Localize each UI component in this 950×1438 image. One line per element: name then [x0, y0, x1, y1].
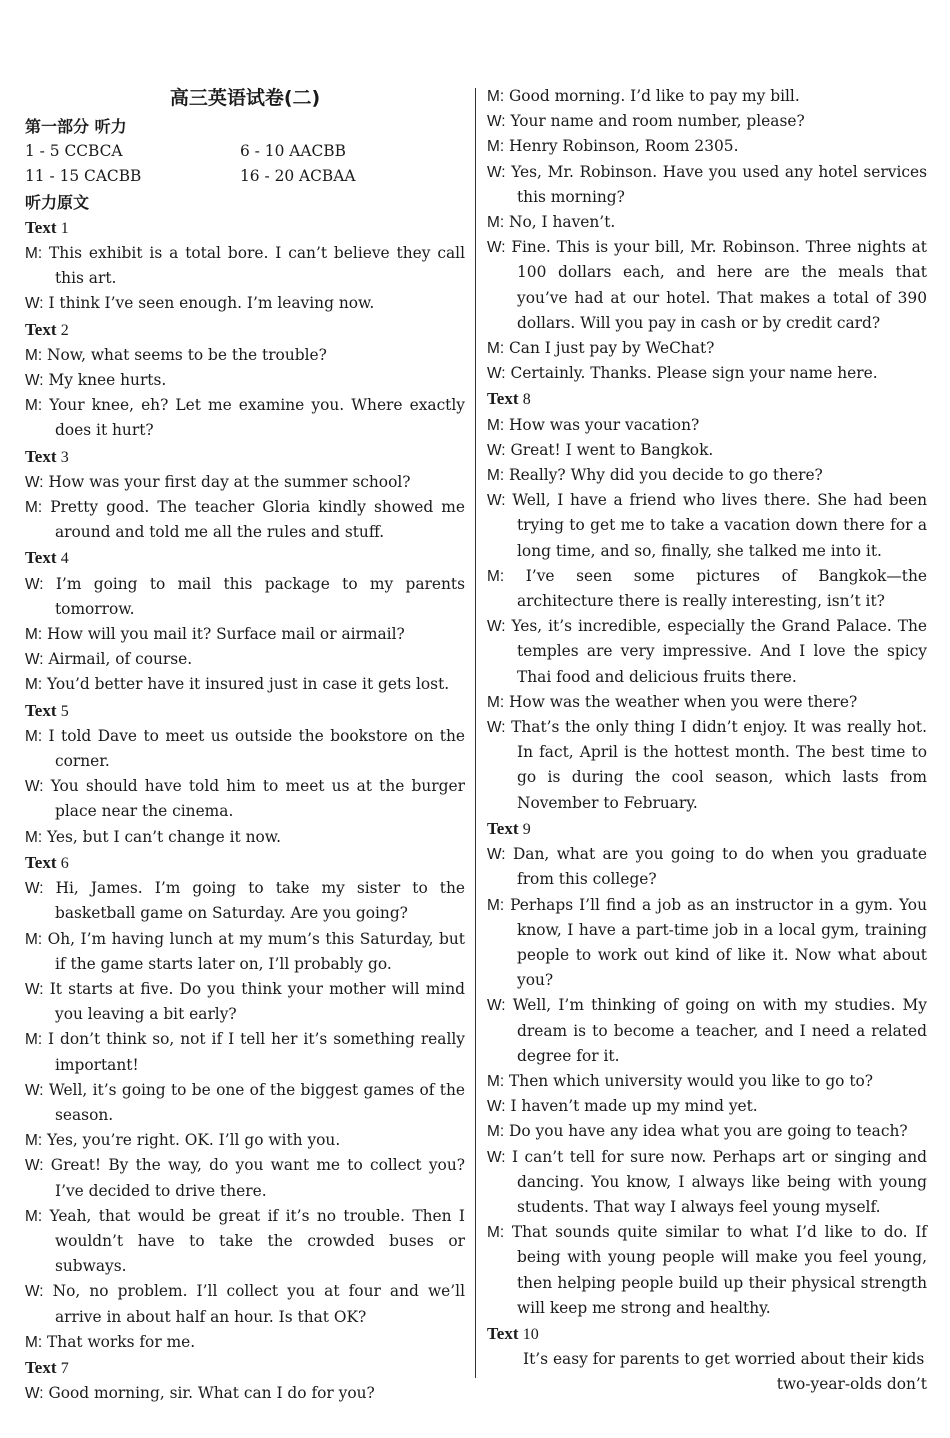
- dialogue-text: Yeah, that would be great if it’s no trouble. Then I wouldn’t have to take the crowded buses or subways.: [49, 1206, 465, 1276]
- dialogue-text: No, no problem. I’ll collect you at four and we’ll arrive in about half an hour. Is that OK?: [52, 1282, 465, 1326]
- dialogue-line: [25, 647, 465, 672]
- part-heading: 第一部分 听力: [25, 117, 127, 136]
- passage-text-continued: two-year-olds don’t: [776, 1375, 927, 1394]
- dialogue-line: [25, 495, 465, 545]
- dialogue-text: Henry Robinson, Room 2305.: [509, 137, 739, 156]
- text-heading-number: 8: [522, 391, 531, 409]
- dialogue-text: Well, I have a friend who lives there. She had been trying to get me to take a vacation down there for a long time, and so, finally, she talked me into it.: [512, 491, 927, 560]
- dialogue-line: [25, 368, 465, 393]
- speaker-label: M:: [25, 828, 43, 846]
- speaker-label: W:: [25, 651, 44, 669]
- dialogue-line: [25, 241, 465, 291]
- dialogue-text: Do you have any idea what you are going to teach?: [509, 1122, 908, 1141]
- dialogue-text: Can I just pay by WeChat?: [509, 339, 715, 358]
- answer-group: 1 - 5 CCBCA: [25, 142, 123, 161]
- dialogue-line: [487, 1145, 927, 1221]
- text-heading-number: 6: [60, 854, 69, 872]
- speaker-label: W:: [25, 372, 44, 390]
- text-heading-number: 1: [60, 219, 69, 237]
- text-heading: [25, 317, 465, 343]
- dialogue-line: [25, 1330, 465, 1355]
- dialogue-text: Yes, Mr. Robinson. Have you used any hotel services this morning?: [511, 162, 927, 206]
- dialogue-text: Well, I’m thinking of going on with my studies. My dream is to become a teacher, and I need a related degree for it.: [512, 996, 927, 1065]
- dialogue-line: [487, 109, 927, 134]
- speaker-label: M:: [25, 930, 43, 948]
- speaker-label: M:: [487, 340, 505, 358]
- text-heading-number: 2: [60, 321, 69, 339]
- text-heading-label: Text: [25, 217, 57, 237]
- speaker-label: W:: [25, 980, 44, 998]
- passage-text: It’s easy for parents to get worried about their kids: [523, 1350, 925, 1369]
- dialogue-line: [487, 1220, 927, 1321]
- dialogue-text: Good morning, sir. What can I do for you?: [48, 1384, 375, 1403]
- speaker-label: W:: [487, 365, 506, 383]
- text-heading-number: 7: [60, 1359, 69, 1377]
- speaker-label: M:: [25, 1207, 43, 1225]
- dialogue-line: [25, 724, 465, 774]
- speaker-label: M:: [25, 245, 43, 263]
- speaker-label: M:: [487, 693, 505, 711]
- dialogue-text: That sounds quite similar to what I’d like to do. If being with young people will make you feel young, then helping people build up their physical strength will keep me strong and healthy.: [511, 1223, 927, 1317]
- dialogue-line: [25, 1279, 465, 1329]
- dialogue-line: [25, 1204, 465, 1280]
- text-heading-label: Text: [25, 319, 57, 339]
- speaker-label: W:: [487, 113, 506, 131]
- dialogue-text: Your name and room number, please?: [510, 112, 805, 131]
- dialogue-text: This exhibit is a total bore. I can’t believe they call this art.: [49, 244, 466, 288]
- dialogue-text: Your knee, eh? Let me examine you. Where exactly does it hurt?: [49, 396, 465, 440]
- dialogue-line: [487, 134, 927, 159]
- speaker-label: W:: [487, 1148, 506, 1166]
- text-heading: [25, 444, 465, 470]
- dialogue-text: My knee hurts.: [48, 371, 167, 390]
- dialogue-text: Pretty good. The teacher Gloria kindly showed me around and told me all the rules and stuff.: [50, 498, 465, 542]
- dialogue-text: How was the weather when you were there?: [509, 692, 858, 711]
- dialogue-text: That’s the only thing I didn’t enjoy. It was really hot. In fact, April is the hottest month. The best time to go is during the cool season, which lasts from November to February.: [511, 718, 927, 812]
- dialogue-text: Certainly. Thanks. Please sign your name here.: [510, 364, 878, 383]
- speaker-label: M:: [25, 727, 43, 745]
- text-heading-number: 5: [60, 702, 69, 720]
- dialogue-text: I can’t tell for sure now. Perhaps art or singing and dancing. You know, I always like being with young students. That way I always feel young myself.: [511, 1147, 927, 1216]
- column-divider: [475, 88, 476, 1378]
- text-heading-label: Text: [487, 1323, 519, 1343]
- speaker-label: M:: [25, 346, 43, 364]
- speaker-label: W:: [487, 846, 506, 864]
- dialogue-line: [25, 876, 465, 926]
- speaker-label: W:: [487, 441, 506, 459]
- dialogue-line: [487, 1069, 927, 1094]
- speaker-label: W:: [25, 880, 44, 898]
- dialogue-line: [487, 993, 927, 1069]
- text-heading: [25, 1355, 465, 1381]
- answer-group: 11 - 15 CACBB: [25, 167, 142, 186]
- dialogue-line: [25, 1027, 465, 1077]
- dialogue-text: Good morning. I’d like to pay my bill.: [509, 87, 800, 105]
- dialogue-line: [487, 842, 927, 892]
- dialogue-line: [487, 1094, 927, 1119]
- text-heading: [487, 386, 927, 412]
- speaker-label: W:: [487, 163, 506, 181]
- dialogue-line: [25, 1128, 465, 1153]
- dialogue-line: [487, 715, 927, 816]
- speaker-label: W:: [487, 1098, 506, 1116]
- dialogue-line: [487, 438, 927, 463]
- answer-group: 16 - 20 ACBAA: [240, 167, 356, 186]
- dialogue-text: Oh, I’m having lunch at my mum’s this Saturday, but if the game starts later on, I’ll probably go.: [47, 929, 465, 973]
- transcript-heading: 听力原文: [25, 192, 90, 212]
- text-heading-number: 10: [522, 1325, 539, 1343]
- text-heading-number: 3: [60, 448, 69, 466]
- dialogue-text: Great! I went to Bangkok.: [510, 440, 714, 459]
- text-heading-number: 9: [522, 820, 531, 838]
- dialogue-text: I think I’ve seen enough. I’m leaving now.: [48, 294, 375, 313]
- dialogue-text: I told Dave to meet us outside the bookstore on the corner.: [48, 726, 465, 771]
- answer-row-2: [25, 164, 465, 189]
- speaker-label: M:: [25, 397, 43, 415]
- speaker-label: M:: [487, 1123, 505, 1141]
- text-heading: [25, 850, 465, 876]
- answer-group: 6 - 10 AACBB: [240, 142, 346, 161]
- dialogue-text: I haven’t made up my mind yet.: [510, 1097, 758, 1116]
- speaker-label: M:: [25, 626, 43, 644]
- dialogue-text: Well, it’s going to be one of the biggest games of the season.: [48, 1080, 465, 1124]
- speaker-label: M:: [487, 1224, 505, 1242]
- dialogue-text: That works for me.: [47, 1332, 196, 1351]
- speaker-label: W:: [25, 1385, 44, 1403]
- dialogue-line: [25, 774, 465, 824]
- dialogue-line: [487, 235, 927, 336]
- dialogue-line: [25, 927, 465, 977]
- speaker-label: M:: [25, 1333, 43, 1351]
- dialogue-text: It starts at five. Do you think your mother will mind you leaving a bit early?: [49, 979, 465, 1024]
- speaker-label: W:: [487, 719, 506, 737]
- dialogue-line: [25, 343, 465, 368]
- speaker-label: W:: [487, 239, 506, 257]
- speaker-label: W:: [25, 1283, 44, 1301]
- dialogue-line: [487, 488, 927, 564]
- text-heading-label: Text: [487, 389, 519, 409]
- text-heading: [487, 1321, 927, 1347]
- dialogue-text: I don’t think so, not if I tell her it’s something really important!: [48, 1030, 465, 1074]
- dialogue-line: [25, 1078, 465, 1128]
- dialogue-text: Now, what seems to be the trouble?: [47, 345, 327, 364]
- speaker-label: W:: [25, 1081, 44, 1099]
- dialogue-text: You’d better have it insured just in case it gets lost.: [47, 675, 450, 694]
- speaker-label: W:: [25, 473, 44, 491]
- speaker-label: M:: [487, 1072, 505, 1090]
- answer-row-1: [25, 139, 465, 164]
- left-column: [25, 84, 465, 1406]
- dialogue-line: [487, 84, 927, 109]
- text-heading-number: 4: [60, 550, 69, 568]
- dialogue-line: [25, 672, 465, 697]
- text-heading: [487, 816, 927, 842]
- dialogue-line: [25, 572, 465, 622]
- dialogue-line: [487, 1119, 927, 1144]
- dialogue-text: How will you mail it? Surface mail or airmail?: [47, 625, 405, 644]
- dialogue-line: [25, 1153, 465, 1203]
- dialogue-text: I’m going to mail this package to my parents tomorrow.: [55, 574, 465, 618]
- speaker-label: M:: [487, 567, 505, 585]
- dialogue-text: Yes, it’s incredible, especially the Grand Palace. The temples are very impressive. And I love the spicy Thai food and delicious fruits there.: [511, 617, 927, 686]
- dialogue-line: [487, 893, 927, 994]
- speaker-label: M:: [487, 467, 505, 485]
- dialogue-text: How was your vacation?: [509, 415, 700, 434]
- dialogue-text: Fine. This is your bill, Mr. Robinson. Three nights at 100 dollars each, and here are the meals that you’ve had at our hotel. That makes a total of 390 dollars. Will you pay in cash or by credit card?: [511, 238, 927, 332]
- text-heading-label: Text: [25, 852, 57, 872]
- speaker-label: M:: [487, 138, 505, 156]
- speaker-label: W:: [487, 618, 506, 636]
- speaker-label: M:: [25, 1132, 43, 1150]
- speaker-label: M:: [487, 88, 505, 105]
- dialogue-line: [25, 825, 465, 850]
- dialogue-line: [487, 336, 927, 361]
- dialogue-text: Great! By the way, do you want me to collect you? I’ve decided to drive there.: [50, 1156, 465, 1200]
- text-heading-label: Text: [25, 548, 57, 568]
- dialogue-line: [487, 160, 927, 210]
- left-transcript: [25, 215, 465, 1406]
- speaker-label: W:: [487, 997, 506, 1015]
- dialogue-text: No, I haven’t.: [509, 213, 616, 232]
- dialogue-line: [25, 470, 465, 495]
- dialogue-text: Hi, James. I’m going to take my sister to the basketball game on Saturday. Are you going?: [55, 879, 465, 923]
- text-heading-label: Text: [25, 700, 57, 720]
- dialogue-line: [25, 622, 465, 647]
- text-heading-label: Text: [487, 818, 519, 838]
- speaker-label: M:: [487, 416, 505, 434]
- dialogue-text: Airmail, of course.: [48, 650, 193, 669]
- text-heading: [25, 698, 465, 724]
- right-transcript: [487, 84, 927, 1398]
- dialogue-text: Dan, what are you going to do when you graduate from this college?: [512, 845, 927, 889]
- dialogue-line: [487, 614, 927, 690]
- dialogue-line: [25, 291, 465, 316]
- page-title: 高三英语试卷(二): [169, 87, 321, 109]
- dialogue-text: Yes, but I can’t change it now.: [47, 827, 282, 846]
- dialogue-text: How was your first day at the summer school?: [48, 472, 411, 491]
- speaker-label: W:: [25, 575, 44, 593]
- speaker-label: W:: [487, 492, 506, 510]
- dialogue-text: Then which university would you like to go to?: [509, 1071, 874, 1090]
- speaker-label: W:: [25, 1157, 44, 1175]
- dialogue-line: [487, 361, 927, 386]
- dialogue-line: [25, 977, 465, 1027]
- dialogue-line: [487, 413, 927, 438]
- dialogue-line: [487, 463, 927, 488]
- text-heading-label: Text: [25, 446, 57, 466]
- speaker-label: M:: [25, 676, 43, 694]
- speaker-label: M:: [25, 499, 43, 517]
- dialogue-text: Really? Why did you decide to go there?: [509, 466, 823, 485]
- speaker-label: M:: [487, 896, 505, 914]
- speaker-label: M:: [25, 1031, 43, 1049]
- dialogue-line: [487, 690, 927, 715]
- dialogue-line: [487, 210, 927, 235]
- dialogue-line: [487, 564, 927, 614]
- dialogue-text: Perhaps I’ll find a job as an instructor in a gym. You know, I have a part-time job in a local gym, training people to work out kind of like it. Now what about you?: [510, 895, 927, 990]
- speaker-label: W:: [25, 295, 44, 313]
- dialogue-text: You should have told him to meet us at the burger place near the cinema.: [50, 777, 465, 821]
- dialogue-line: [25, 393, 465, 443]
- speaker-label: W:: [25, 778, 44, 796]
- text-heading: [25, 545, 465, 571]
- right-column: [487, 84, 927, 1398]
- dialogue-text: I’ve seen some pictures of Bangkok—the architecture there is really interesting, isn’t it?: [517, 566, 927, 611]
- speaker-label: M:: [487, 214, 505, 232]
- dialogue-line: [25, 1381, 465, 1406]
- dialogue-text: Yes, you’re right. OK. I’ll go with you.: [47, 1131, 341, 1150]
- text-heading-label: Text: [25, 1357, 57, 1377]
- text-heading: [25, 215, 465, 241]
